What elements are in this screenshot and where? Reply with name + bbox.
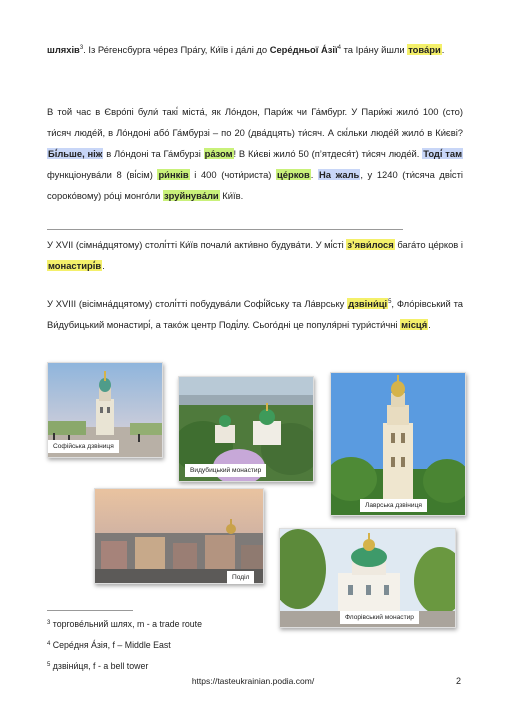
footnote-number: 4 [47,641,51,647]
text: В той час в Євро́пі були́ такі́ міста́, як Ло́ндон, Пари́ж чи Га́мбург. У Пари́жі жило́ 100 (сто) ти́сяч люде́й, в Ло́ндоні або́ Га́мбурзі – по 20 (два́дцять) ти́сяч. А скі́льки люде́й жило́ в Ки́єві? [47,106,463,138]
photo-lavra-bell-tower [330,372,466,516]
paragraph-xvii-century [47,234,463,276]
photo-podil [94,488,264,584]
text: . [441,44,445,56]
caption-podil: Поділ [227,571,254,584]
footnote-ref-5[interactable]: 5 [388,299,392,305]
paragraph-europe-cities [47,101,463,206]
page-number: 2 [456,676,462,686]
footnote-text: дзвіни́ця, f - a bell tower [52,661,149,671]
footnote-5 [47,661,148,671]
footnote-4 [47,640,171,650]
footnote-number: 3 [47,620,51,626]
footnote-3 [47,619,202,629]
highlight-mistsia: місця́ [401,319,428,331]
footnote-ref-4[interactable]: 4 [337,45,341,51]
caption-florivsky: Флорівський монастир [340,611,419,624]
text: і 400 (чоти́риста) [189,169,277,180]
footer-url[interactable]: https://tasteukrainian.podia.com/ [191,676,315,686]
footnote-number: 5 [47,662,51,668]
footnote-text: Сере́дня А́зія, f – Middle East [52,640,171,650]
highlight-tovary: това́ри [408,44,441,56]
text: У XVII (сімна́дцятому) столі́тті Ки́їв почали́ акти́вно будува́ти. У мі́сті [47,239,347,250]
highlight-dzvinytsi: дзвіни́ці [348,298,388,310]
paragraph-xviii-century [47,292,463,335]
lavra-bell-tower-image [331,373,465,515]
text: Ки́їв. [219,190,244,201]
caption-lavra: Лаврська дзвіниця [360,499,427,512]
text: функціонува́ли 8 (ві́сім) [47,169,158,180]
highlight-zyavylosia: з’яви́лося [347,239,394,250]
highlight-razom: ра́зом [204,148,233,159]
highlight-tserkov: це́рков [277,169,310,180]
highlight-rynkiv: ри́нків [158,169,189,180]
text: , у 1240 (ти́сяча дві́сті сороко́вому) ро́ці монго́ли [47,169,463,201]
text: ! В Ки́єві жило́ 50 (п’ятдеся́т) ти́сяч люде́й. [233,148,423,159]
highlight-monastyriv: монастирі́в [48,260,102,271]
term-shliakhiv: шляхів [47,44,80,56]
term-serednoi-azii: Сере́дньої А́зії [269,44,338,56]
text: . [102,260,105,271]
caption-vydubytsky: Видубицький монастир [185,464,266,477]
text: та Іра́ну йшли [341,44,408,56]
paragraph-trade-routes [47,38,463,60]
section-divider [47,229,403,230]
caption-sofia: Софійська дзвіниця [48,440,119,453]
footnote-text: торгове́льний шлях, m - a trade route [52,619,203,629]
footnote-ref-3[interactable]: 3 [79,45,84,51]
text: . [310,169,319,180]
highlight-na-zhal: На жаль [319,169,360,180]
text: У XVIII (вісімна́дцятому) столі́тті побудува́ли Софі́йську та Ла́врську [47,298,348,310]
text: в Ло́ндоні та Га́мбурзі [103,148,204,159]
footnote-divider [47,610,133,611]
text: . [428,319,431,331]
podil-image [95,489,263,583]
text: бага́то це́рков і [394,239,463,250]
text: . Із Ре́генсбурга че́рез Пра́гу, Ки́їв і да́лі до [83,44,270,56]
highlight-todi-tam: Тоді́ там [423,148,463,159]
highlight-bilshe-nizh: Бі́льше, ніж [48,148,103,159]
highlight-zruinuvaly: зруйнува́ли [163,190,219,201]
text: , Фло́рівський та Ви́дубицький монастирі́, а тако́ж центр Поді́лу. Сього́дні це популя́рні тури́сти́чні [47,298,464,331]
